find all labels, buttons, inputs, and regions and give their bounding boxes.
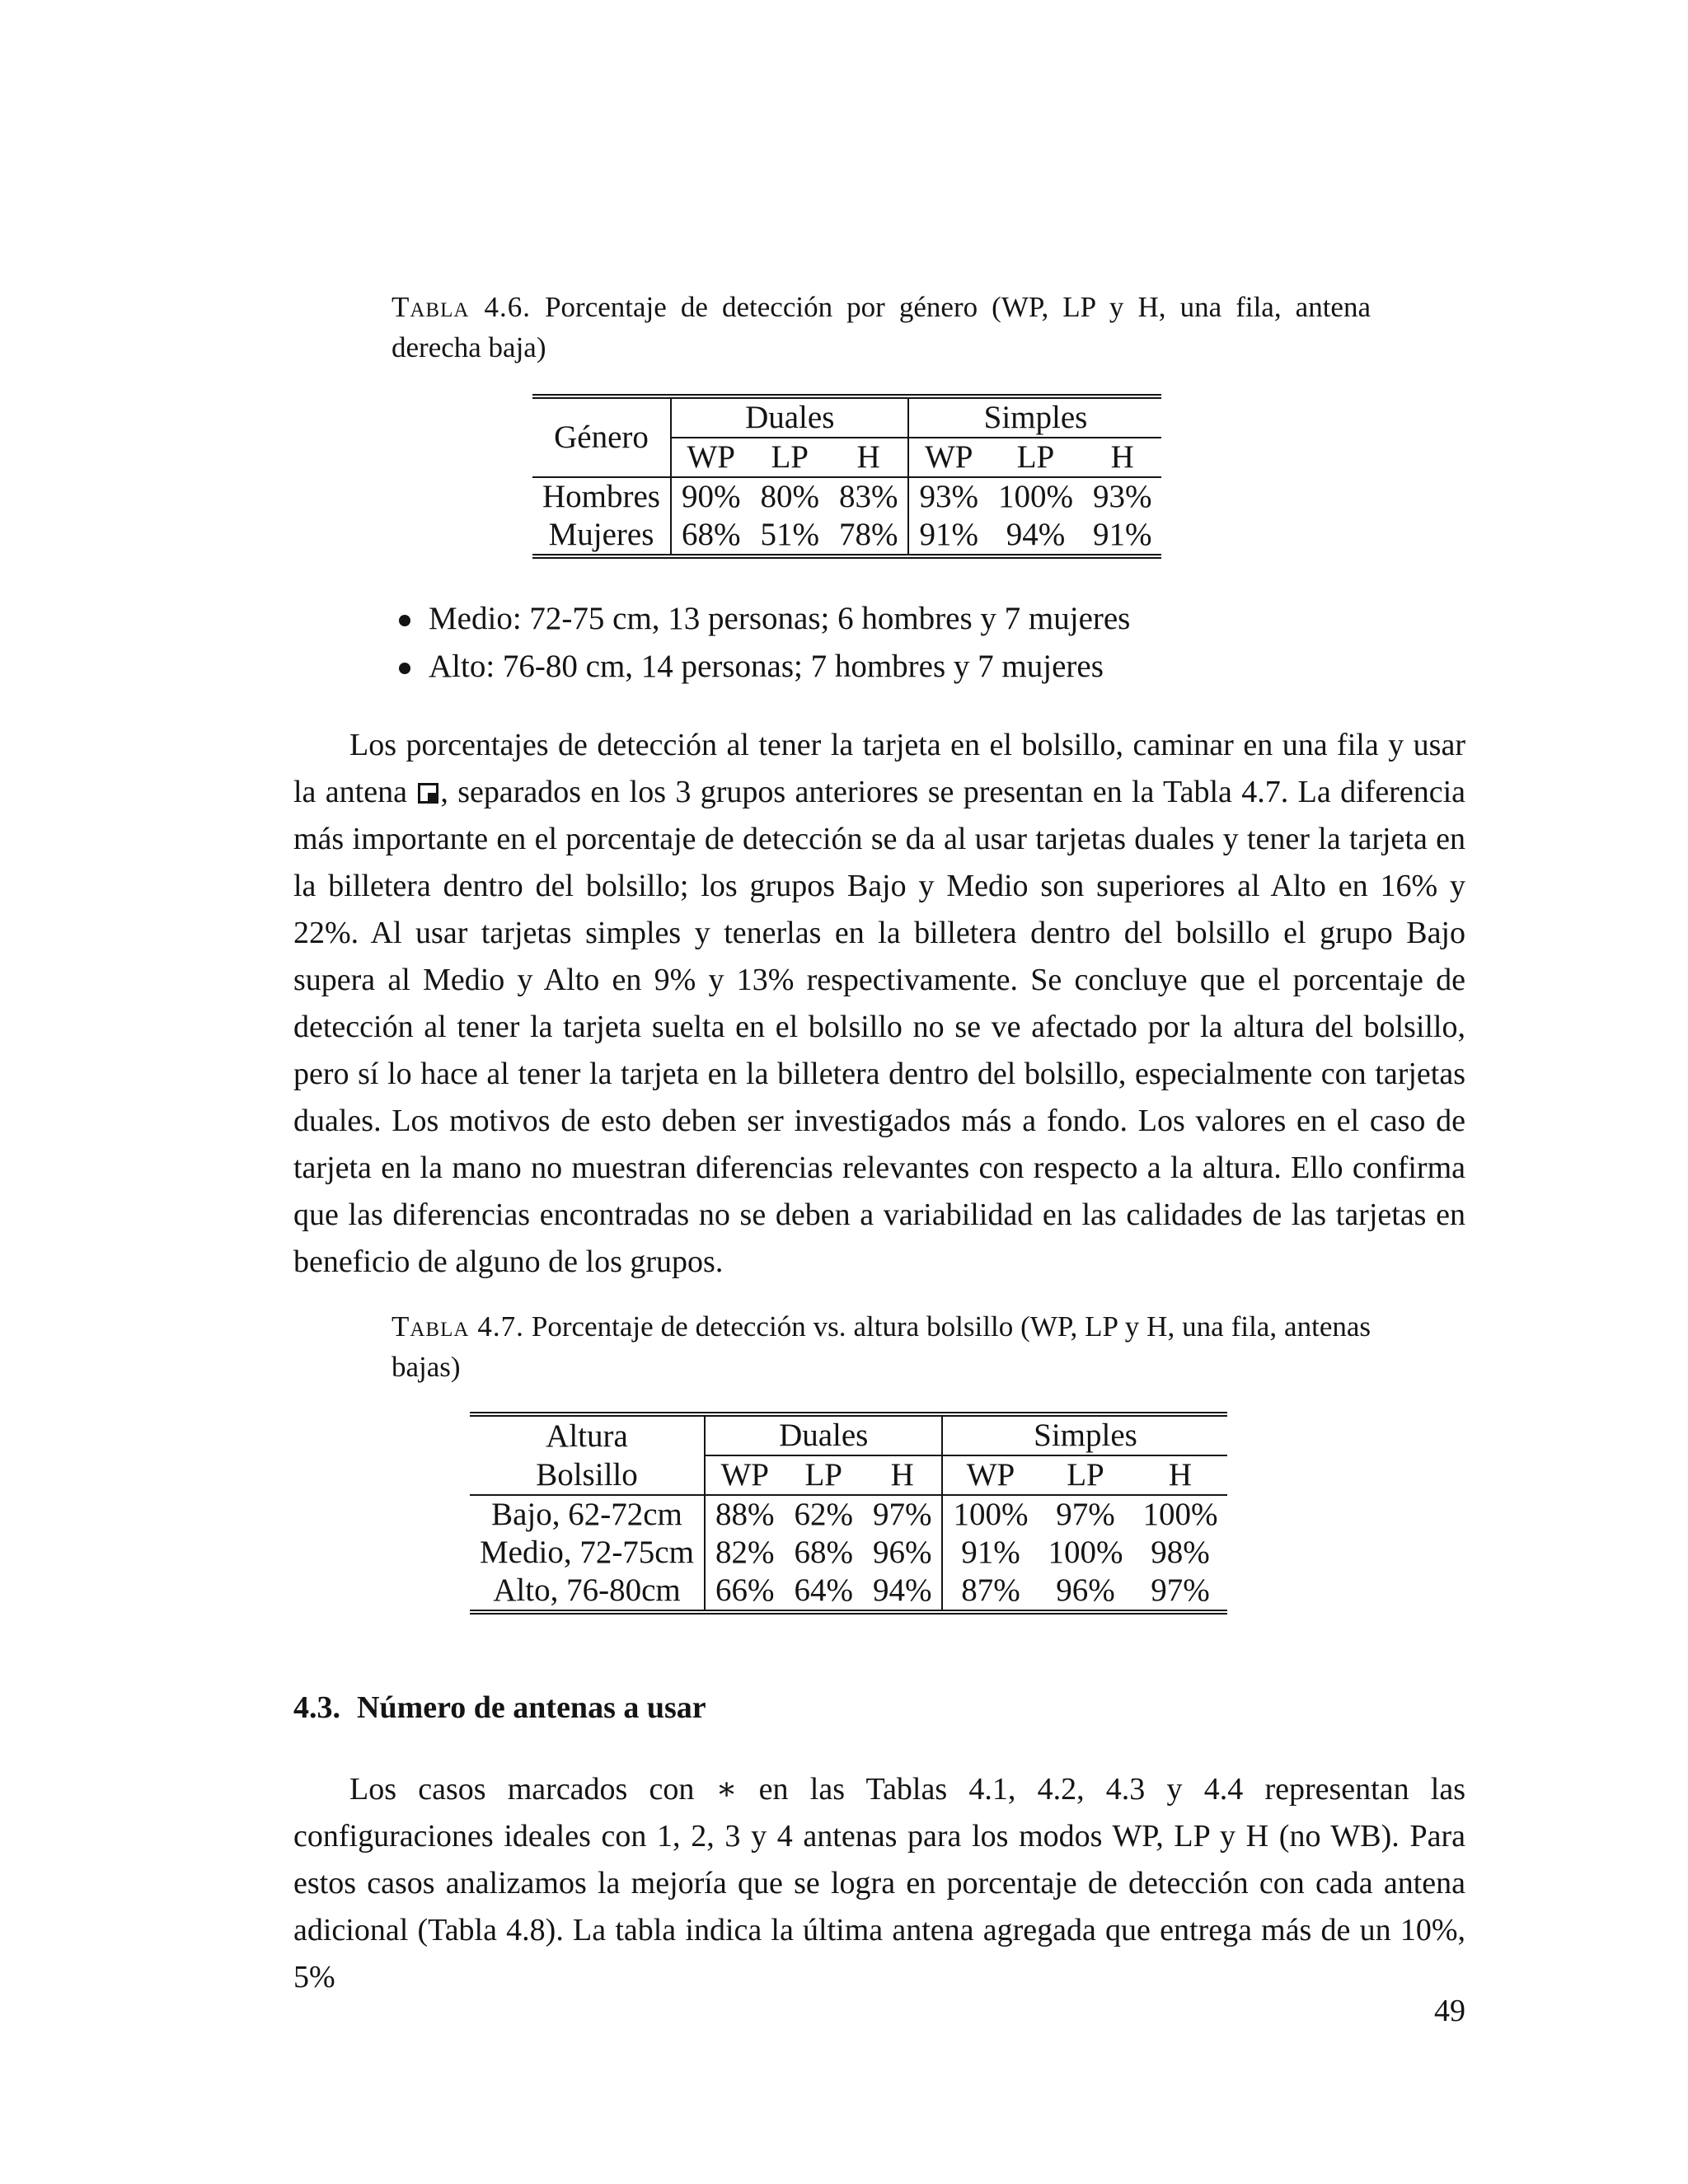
table-cell: 90% [671, 477, 751, 516]
table-cell: 93% [1092, 479, 1152, 514]
row-label: Hombres [532, 477, 671, 516]
table-cell: 78% [829, 516, 909, 556]
table-4-6-caption [392, 287, 1371, 368]
body-paragraph-1 [293, 722, 1465, 1286]
table-cell: 100% [997, 479, 1073, 514]
table-cell: 68% [671, 516, 751, 556]
table-row [470, 1534, 1227, 1572]
table-cell: 96% [872, 1535, 932, 1570]
row-label: Medio, 72-75cm [480, 1535, 694, 1570]
subheader: WP [705, 1455, 785, 1495]
table-cell: 93% [908, 477, 988, 516]
list-item-text: Alto: 76-80 cm, 14 personas; 7 hombres y 7 mujeres [429, 649, 1104, 684]
section-title: Número de antenas a usar [357, 1690, 706, 1725]
subheader: WP [908, 438, 988, 477]
bullet-icon [399, 663, 410, 674]
col-header-genero: Género [532, 396, 671, 477]
table-cell: 64% [784, 1572, 863, 1612]
bullet-list [396, 595, 1130, 691]
col-header-bolsillo: Bolsillo [470, 1455, 705, 1495]
page-number: 49 [1434, 1994, 1465, 2028]
paragraph-text: Los porcentajes de detección al tener la tarjeta en el bolsillo, caminar en una fila y usar la antena [293, 728, 1465, 809]
subheader: LP [750, 438, 829, 477]
table-cell: 51% [750, 516, 829, 556]
table-cell: 94% [863, 1572, 943, 1612]
body-paragraph-2: Los casos marcados con ∗ en las Tablas 4.1, 4.2, 4.3 y 4.4 representan las configuraciones ideales con 1, 2, 3 y 4 antenas para los modos WP, LP y H (no WB). Para estos casos analizamos la mejoría que se logra en porcentaje de detección con cada antena adicional (Tabla 4.8). La tabla indica la última antena agregada que entrega más de un 10%, 5% [293, 1772, 1465, 1994]
table-cell: 98% [1151, 1535, 1210, 1570]
table-4-7-caption-text: Porcentaje de detección vs. altura bolsillo (WP, LP y H, una fila, antenas bajas) [392, 1310, 1372, 1383]
group-header-simples: Simples [942, 1414, 1227, 1455]
table-cell: 83% [838, 479, 898, 514]
table-cell: 100% [1142, 1497, 1218, 1532]
subheader: H [1132, 1455, 1227, 1495]
section-number: 4.3. [293, 1690, 340, 1725]
list-item [396, 595, 1130, 643]
subheader: LP [784, 1455, 863, 1495]
table-cell: 66% [705, 1572, 785, 1612]
table-row [470, 1572, 1227, 1612]
table-4-7-label: Tabla 4.7. [392, 1310, 524, 1343]
subheader: WP [942, 1455, 1038, 1495]
row-label: Bajo, 62-72cm [491, 1497, 682, 1532]
subheader: LP [1038, 1455, 1132, 1495]
table-cell: 96% [1038, 1572, 1132, 1612]
table-cell: 100% [942, 1495, 1038, 1534]
col-header-altura: Altura [470, 1414, 705, 1455]
table-cell: 68% [794, 1535, 853, 1570]
table-cell: 91% [942, 1534, 1038, 1572]
table-cell: 87% [942, 1572, 1038, 1612]
subheader: H [863, 1455, 943, 1495]
table-cell: 100% [1048, 1535, 1123, 1570]
table-cell: 97% [1056, 1497, 1115, 1532]
table-4-7-caption [392, 1306, 1371, 1387]
table-4-7 [470, 1412, 1227, 1615]
table-4-6 [532, 394, 1161, 559]
list-item-text: Medio: 72-75 cm, 13 personas; 6 hombres y 7 mujeres [429, 601, 1131, 636]
table-cell: 88% [705, 1495, 785, 1534]
list-item [396, 643, 1130, 691]
table-cell: 91% [1083, 516, 1162, 556]
subheader: H [829, 438, 909, 477]
table-4-6-label: Tabla 4.6. [392, 291, 532, 323]
table-row [532, 516, 1161, 556]
table-row [532, 477, 1161, 516]
antenna-lower-right-icon [418, 783, 438, 804]
table-cell: 82% [705, 1534, 785, 1572]
table-4-6-caption-text: Porcentaje de detección por género (WP, LP y H, una fila, antena derecha baja) [392, 291, 1371, 363]
table-cell: 80% [760, 479, 819, 514]
group-header-duales: Duales [705, 1414, 943, 1455]
table-row [470, 1495, 1227, 1534]
table-cell: 97% [872, 1497, 932, 1532]
bullet-icon [399, 615, 410, 626]
table-cell: 91% [908, 516, 988, 556]
paragraph-text: , separados en los 3 grupos anteriores se presentan en la Tabla 4.7. La diferencia más importante en el porcentaje de detección se da al usar tarjetas duales y tener la tarjeta en la billetera dentro del bolsillo; los grupos Bajo y Medio son superiores al Alto en 16% y 22%. Al usar tarjetas simples y tenerlas en la billetera dentro del bolsillo el grupo Bajo supera al Medio y Alto en 9% y 13% respectivamente. Se concluye que el porcentaje de detección al tener la tarjeta suelta en el bolsillo no se ve afectado por la altura del bolsillo, pero sí lo hace al tener la tarjeta en la billetera dentro del bolsillo, especialmente con tarjetas duales. Los motivos de esto deben ser investigados más a fondo. Los valores en el caso de tarjeta en la mano no muestran diferencias relevantes con respecto a la altura. Ello confirma que las diferencias encontradas no se deben a variabilidad en las calidades de las tarjetas en beneficio de alguno de los grupos. [293, 775, 1465, 1279]
subheader: H [1083, 438, 1162, 477]
section-heading [293, 1690, 723, 1726]
table-cell: 62% [794, 1497, 853, 1532]
table-cell: 94% [988, 516, 1083, 556]
subheader: LP [988, 438, 1083, 477]
table-cell: 97% [1132, 1572, 1227, 1612]
group-header-simples: Simples [908, 396, 1161, 438]
group-header-duales: Duales [671, 396, 909, 438]
subheader: WP [671, 438, 751, 477]
row-label: Mujeres [532, 516, 671, 556]
row-label: Alto, 76-80cm [470, 1572, 705, 1612]
